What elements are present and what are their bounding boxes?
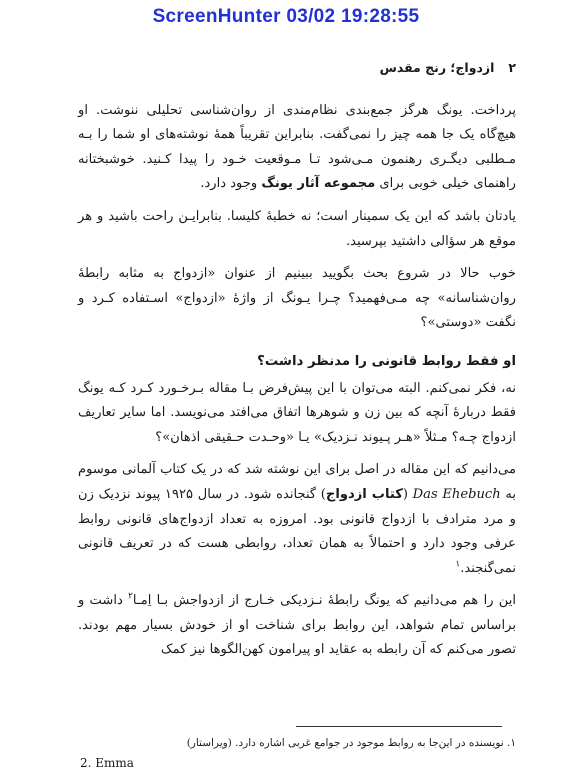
footnote-2: 2. Emma — [80, 756, 134, 770]
paragraph-5-text: می‌دانیم که این مقاله در اصل برای این نوشته شد که در یک کتاب آلمانی موسوم به — [78, 462, 517, 502]
paragraph-6-end: داشت و براساس تمام شواهد، این روابط برای شناخت او از خودش بسیار مهم بودند. تصور می‌کنم که آن رابطه به عقاید او پیرامون کهن‌الگوها نیز کمک — [78, 593, 516, 658]
footnote-ref-2: ۲ — [128, 591, 133, 602]
footnote-divider — [296, 726, 502, 727]
page-number: ۲ — [508, 60, 516, 75]
german-book-title: Das Ehebuch — [412, 486, 501, 502]
footnote-ref-1: ۱ — [455, 559, 461, 570]
paragraph-2: یادتان باشد که این یک سمینار است؛ نه خطبهٔ کلیسا. بنابرایـن راحت باشید و هر موقع هر سؤالی داشتید بپرسید. — [78, 208, 516, 249]
screenhunter-watermark: ScreenHunter 03/02 19:28:55 — [152, 6, 420, 27]
paragraph-1-end: وجود دارد. — [200, 176, 262, 192]
paragraph-5-end: ) گنجانده شود. در سال ۱۹۲۵ پیوند نزدیک زن و مرد مترادف با ازدواج قانونی بود. امروزه به تعداد ازدواج‌های قانونی روابط عرفی وجود دارد و احتمالاً به همان تعداد، روابطی هست که در تعریف قانونی نمی‌گنجند. — [78, 486, 516, 576]
book-title-bold: مجموعه آثار یونگ — [261, 176, 376, 192]
paragraph-4: نه، فکر نمی‌کنم. البته می‌توان با این پیش‌فرض بـا مقاله بـرخـورد کـرد کـه یونگ فقط دربارهٔ آنچه که بین زن و شوهرها اتفاق می‌افتد می‌نویسد. اما سایر تعاریف ازدواج چـه؟ مـثلاً «هـر پـیوند نـزدیک» یـا «وحـدت حـقیقی اذهان»؟ — [78, 380, 517, 445]
paragraph-3: خوب حالا در شروع بحث بگویید ببینیم از عنوان «ازدواج به مثابه رابطهٔ روان‌شناسانه» چه مـی‌فهمید؟ چـرا یـونگ از واژهٔ «ازدواج» اسـتفاده کـرد و نگفت «دوستی»؟ — [78, 266, 516, 331]
book-page — [78, 56, 516, 663]
footnote-1: ۱. نویسنده در این‌جا به روابط موجود در جوامع غربی اشاره دارد. (ویراستار) — [186, 737, 516, 749]
paragraph-5 — [78, 458, 516, 581]
paragraph-6 — [78, 589, 516, 663]
paragraph-6-text: این را هم می‌دانیم که یونگ رابطهٔ نـزدیکی خـارج از ازدواجش بـا اِمـا — [132, 593, 516, 609]
paragraph-1 — [78, 99, 516, 197]
section-question-heading: او فقط روابط قانونی را مدنظر داشت؟ — [257, 353, 516, 369]
paragraph-1-text: پرداخت. یونگ هرگز جمع‌بندی نظام‌مندی از روان‌شناسی تحلیلی ننوشت. او هیچ‌گاه یک جا همه چیز را نمی‌گفت. بنابراین تقریباً همهٔ نوشته‌های او شما را بـه مـطلبی دیگـری رهنمون مـی‌شود تـا مـوقعیت خـود را پیدا کـنید. خوشبختانه راهنمای خیلی خوبی برای — [78, 102, 516, 192]
chapter-title: ازدواج؛ رنج مقدس — [379, 60, 495, 75]
running-header — [78, 56, 516, 81]
paren-open: ( — [402, 486, 413, 502]
book-title-persian: کتاب ازدواج — [325, 486, 403, 502]
